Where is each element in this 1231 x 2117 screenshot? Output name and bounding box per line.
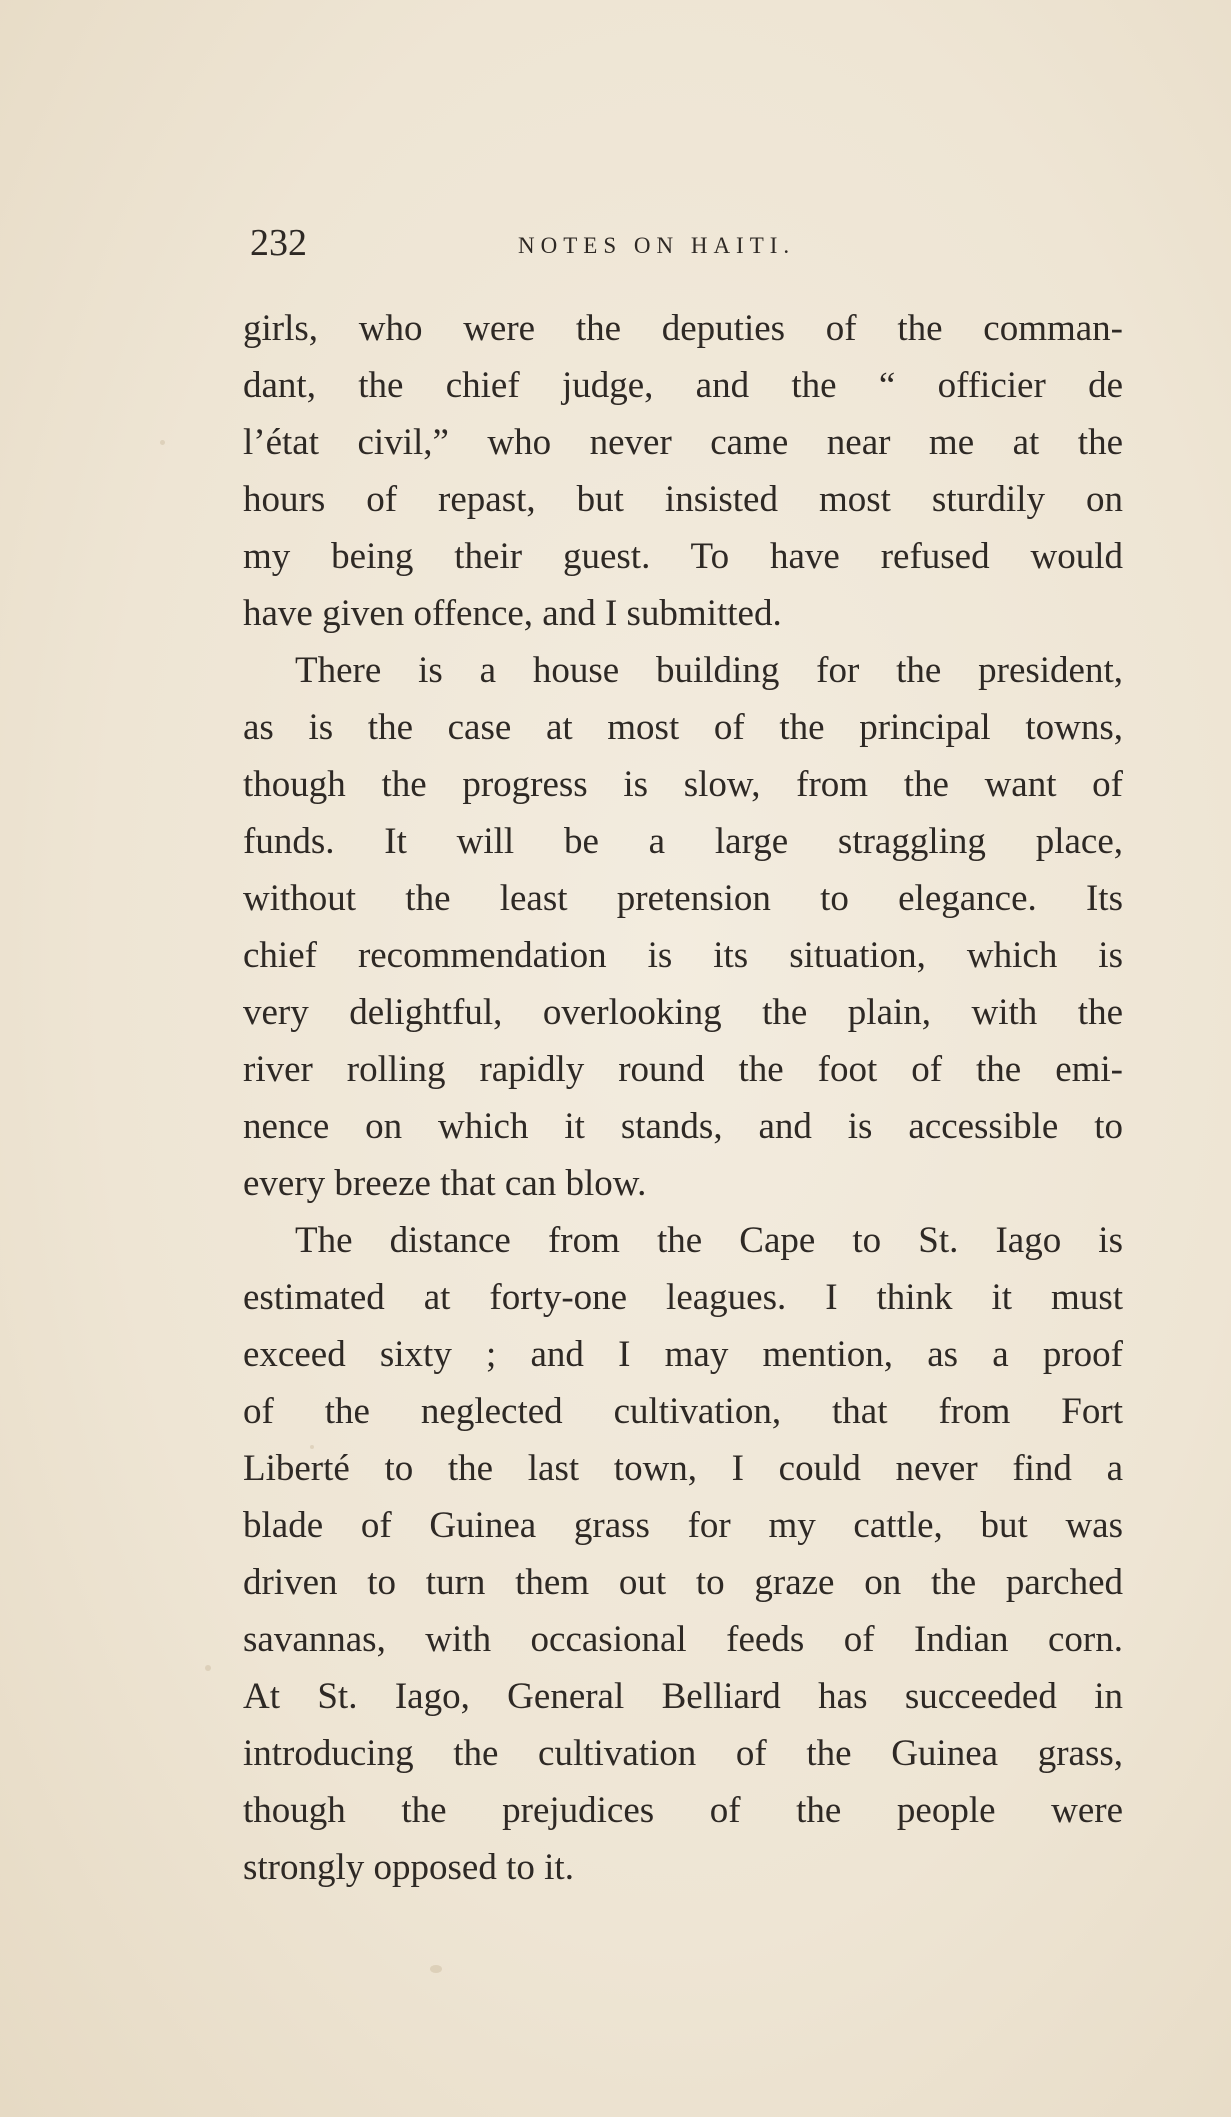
text-line: dant, the chief judge, and the “ officier de (243, 365, 1123, 406)
paragraph (243, 642, 1123, 1212)
text-line: river rolling rapidly round the foot of the emi- (243, 1049, 1123, 1090)
paper-stain (205, 1665, 211, 1671)
text-line: driven to turn them out to graze on the parched (243, 1562, 1123, 1603)
body-text (243, 300, 1123, 1896)
paper-stain (430, 1965, 442, 1973)
running-title: NOTES ON HAITI. (518, 233, 796, 258)
text-line: hours of repast, but insisted most sturdily on (243, 479, 1123, 520)
paragraph (243, 1212, 1123, 1896)
text-line: every breeze that can blow. (243, 1163, 647, 1204)
text-line: estimated at forty-one leagues. I think it must (243, 1277, 1123, 1318)
text-line: girls, who were the deputies of the comman- (243, 308, 1123, 349)
text-line: At St. Iago, General Belliard has succeeded in (243, 1676, 1123, 1717)
text-line: chief recommendation is its situation, which is (243, 935, 1123, 976)
paragraph (243, 300, 1123, 642)
page-number: 232 (250, 222, 307, 264)
text-line: though the progress is slow, from the want of (243, 764, 1123, 805)
text-line: introducing the cultivation of the Guinea grass, (243, 1733, 1123, 1774)
text-line: my being their guest. To have refused would (243, 536, 1123, 577)
text-line: savannas, with occasional feeds of Indian corn. (243, 1619, 1123, 1660)
text-line: The distance from the Cape to St. Iago is (295, 1220, 1123, 1261)
text-line: very delightful, overlooking the plain, with the (243, 992, 1123, 1033)
text-line: funds. It will be a large straggling place, (243, 821, 1123, 862)
text-line: blade of Guinea grass for my cattle, but was (243, 1505, 1123, 1546)
text-line: strongly opposed to it. (243, 1847, 574, 1888)
text-line: without the least pretension to elegance. Its (243, 878, 1123, 919)
paper-stain (160, 440, 165, 445)
text-line: l’état civil,” who never came near me at the (243, 422, 1123, 463)
text-line: as is the case at most of the principal towns, (243, 707, 1123, 748)
text-line: though the prejudices of the people were (243, 1790, 1123, 1831)
text-line: There is a house building for the president, (295, 650, 1123, 691)
page-header (250, 218, 1130, 268)
text-line: Liberté to the last town, I could never find a (243, 1448, 1123, 1489)
text-line: exceed sixty ; and I may mention, as a proof (243, 1334, 1123, 1375)
text-line: have given offence, and I submitted. (243, 593, 782, 634)
text-line: of the neglected cultivation, that from Fort (243, 1391, 1123, 1432)
text-line: nence on which it stands, and is accessible to (243, 1106, 1123, 1147)
